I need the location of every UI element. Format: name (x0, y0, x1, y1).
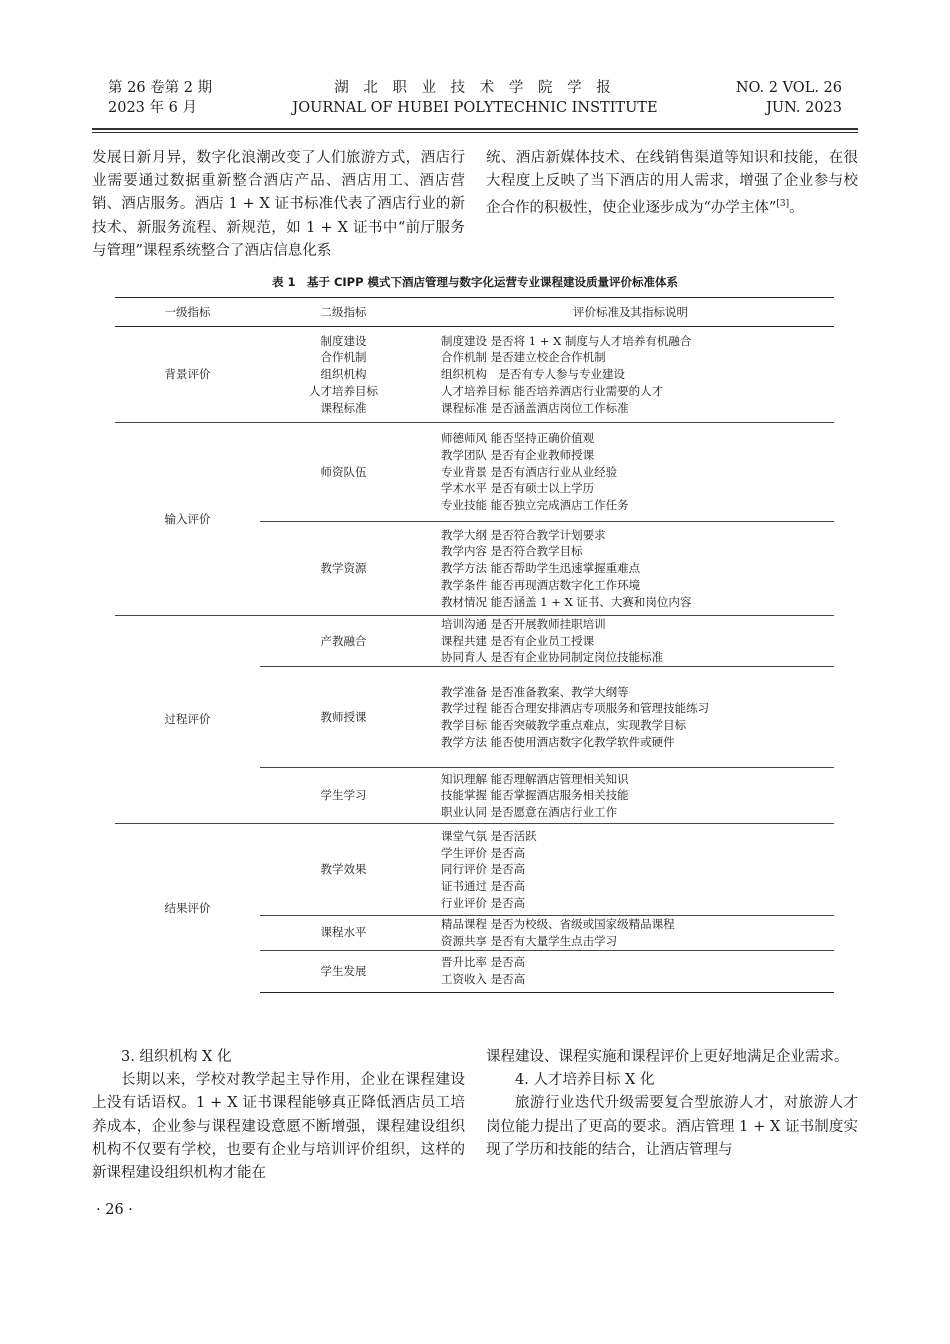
criteria-item: 合作机制 是否建立校企合作机制 (441, 350, 606, 365)
criteria-item: 课程标准 是否涵盖酒店岗位工作标准 (441, 400, 629, 415)
level2-indicator (260, 950, 427, 992)
header-volume: 第 26 卷第 2 期 (108, 80, 213, 96)
criteria-item: 教材情况 能否涵盖 1 + X 证书、大赛和岗位内容 (441, 594, 692, 609)
header-month: JUN. 2023 (766, 100, 842, 116)
body-paragraph: 长期以来，学校对教学起主导作用，企业在课程建设上没有话语权。1 + X 证书课程能够真正降低酒店员工培养成本，企业参与课程建设意愿不断增强，课程建设组织机构不仅要有学校，也要有企业与培训评价组织，这样的新课程建设组织机构才能在 (92, 1072, 465, 1182)
criteria-cell (427, 824, 834, 916)
level2-indicator (260, 522, 427, 616)
col-header-level1: 一级指标 (115, 298, 260, 327)
section-heading-3: 3. 组织机构 X 化 (121, 1049, 232, 1065)
criteria-item: 培训沟通 是否开展教师挂职培训 (441, 617, 606, 631)
citation-ref[interactable]: [3] (776, 199, 790, 210)
criteria-item: 课程共建 是否有企业员工授课 (441, 633, 595, 648)
criteria-item: 教学过程 能否合理安排酒店专项服务和管理技能练习 (441, 701, 710, 716)
header-volume-en (736, 78, 842, 118)
col-header-criteria: 评价标准及其指标说明 (427, 298, 834, 327)
criteria-item: 行业评价 是否高 (441, 895, 526, 910)
criteria-cell (427, 667, 834, 768)
section-heading-4: 4. 人才培养目标 X 化 (515, 1072, 655, 1089)
table-row (115, 616, 834, 667)
table-caption: 表 1 基于 CIPP 模式下酒店管理与数字化运营专业课程建设质量评价标准体系 (271, 275, 679, 289)
level2-label: 产教融合 (320, 633, 367, 648)
criteria-cell (427, 768, 834, 824)
table-row (115, 824, 834, 916)
criteria-item: 教学准备 是否准备教案、教学大纲等 (441, 684, 629, 699)
table-row (115, 423, 834, 522)
criteria-item: 人才培养目标 能否培养酒店行业需要的人才 (441, 383, 664, 398)
criteria-item: 职业认同 是否愿意在酒店行业工作 (441, 804, 618, 819)
level2-label: 教学效果 (320, 862, 367, 877)
criteria-item: 课堂气氛 是否活跃 (441, 828, 537, 843)
level2-label: 组织机构 (320, 367, 367, 382)
body-paragraph: 发展日新月异，数字化浪潮改变了人们旅游方式，酒店行业需要通过数据重新整合酒店产品、酒店用工、酒店营销、酒店服务。酒店 1 + X 证书标准代表了酒店行业的新技术、新服务流程、新规范，如 1 + X 证书中“前厅服务与管理”课程系统整合了酒店信息化系 (92, 150, 465, 259)
criteria-item: 工资收入 是否高 (441, 972, 526, 987)
criteria-item: 师德师风 能否坚持正确价值观 (441, 431, 595, 446)
bottom-right-column (486, 1046, 858, 1162)
criteria-item: 教学方法 能否使用酒店数字化教学软件或硬件 (441, 734, 675, 749)
criteria-item: 制度建设 是否将 1 + X 制度与人才培养有机融合 (441, 333, 692, 348)
level2-indicator (260, 327, 427, 423)
criteria-table (115, 297, 834, 993)
level2-label: 课程水平 (320, 925, 367, 940)
journal-title-en: JOURNAL OF HUBEI POLYTECHNIC INSTITUTE (292, 100, 658, 116)
criteria-item: 学术水平 是否有硕士以上学历 (441, 481, 595, 496)
criteria-cell (427, 522, 834, 616)
criteria-cell (427, 327, 834, 423)
criteria-item: 教学团队 是否有企业教师授课 (441, 447, 595, 462)
bottom-left-column (92, 1046, 465, 1185)
header-rule (92, 128, 858, 130)
level2-label: 课程标准 (320, 400, 367, 415)
level1-indicator: 输入评价 (115, 423, 260, 616)
level2-label: 人才培养目标 (309, 383, 378, 398)
body-paragraph: 统、酒店新媒体技术、在线销售渠道等知识和技能，在很大程度上反映了当下酒店的用人需求，增强了企业参与校企合作的积极性，使企业逐步成为“办学主体”[3]。 (486, 150, 858, 217)
level2-indicator (260, 916, 427, 950)
criteria-cell (427, 616, 834, 667)
criteria-cell (427, 950, 834, 992)
criteria-item: 证书通过 是否高 (441, 878, 526, 893)
criteria-cell (427, 423, 834, 522)
criteria-item: 学生评价 是否高 (441, 845, 526, 860)
level2-indicator (260, 616, 427, 667)
top-right-column (486, 147, 858, 220)
header-rule-thin (92, 132, 858, 133)
header-date: 2023 年 6 月 (108, 100, 197, 116)
criteria-item: 精品课程 是否为校级、省级或国家级精品课程 (441, 917, 675, 932)
page-number: · 26 · (96, 1202, 133, 1218)
level2-label: 制度建设 (320, 333, 367, 348)
level2-indicator (260, 667, 427, 768)
level2-label: 学生发展 (320, 963, 367, 978)
criteria-item: 知识理解 能否理解酒店管理相关知识 (441, 771, 629, 786)
criteria-item: 教学方法 能否帮助学生迅速掌握重难点 (441, 561, 641, 576)
criteria-item: 资源共享 是否有大量学生点击学习 (441, 933, 618, 948)
level2-indicator (260, 768, 427, 824)
header-no-vol: NO. 2 VOL. 26 (735, 80, 842, 96)
level2-label: 合作机制 (320, 350, 367, 365)
level2-label: 学生学习 (320, 788, 367, 803)
table-row (115, 327, 834, 423)
level1-indicator: 过程评价 (115, 616, 260, 824)
journal-title-cn: 湖 北 职 业 技 术 学 院 学 报 (334, 80, 616, 96)
body-paragraph: 旅游行业迭代升级需要复合型旅游人才，对旅游人才岗位能力提出了更高的要求。酒店管理 1 + X 证书制度实现了学历和技能的结合，让酒店管理与 (486, 1095, 858, 1158)
table-header-row (115, 298, 834, 327)
criteria-item: 同行评价 是否高 (441, 862, 526, 877)
criteria-item: 技能掌握 能否掌握酒店服务相关技能 (441, 788, 629, 803)
top-left-column (92, 147, 465, 263)
level2-indicator (260, 423, 427, 522)
criteria-cell (427, 916, 834, 950)
criteria-item: 专业技能 能否独立完成酒店工作任务 (441, 498, 629, 513)
level1-indicator: 背景评价 (115, 327, 260, 423)
criteria-item: 教学目标 能否突破教学重点难点，实现教学目标 (441, 718, 687, 733)
criteria-item: 教学大纲 是否符合教学计划要求 (441, 527, 606, 542)
level2-label: 师资队伍 (320, 464, 367, 479)
criteria-item: 专业背景 是否有酒店行业从业经验 (441, 464, 618, 479)
level2-indicator (260, 824, 427, 916)
criteria-item: 教学条件 能否再现酒店数字化工作环境 (441, 577, 641, 592)
level2-label: 教学资源 (320, 561, 367, 576)
criteria-item: 协同育人 是否有企业协同制定岗位技能标准 (441, 650, 664, 665)
col-header-level2: 二级指标 (260, 298, 427, 327)
criteria-item: 教学内容 是否符合教学目标 (441, 544, 583, 559)
criteria-item: 晋升比率 是否高 (441, 955, 526, 970)
body-paragraph: 课程建设、课程实施和课程评价上更好地满足企业需求。 (486, 1049, 849, 1065)
level2-label: 教师授课 (320, 709, 367, 724)
level1-indicator: 结果评价 (115, 824, 260, 992)
criteria-item: 组织机构 是否有专人参与专业建设 (441, 367, 625, 382)
